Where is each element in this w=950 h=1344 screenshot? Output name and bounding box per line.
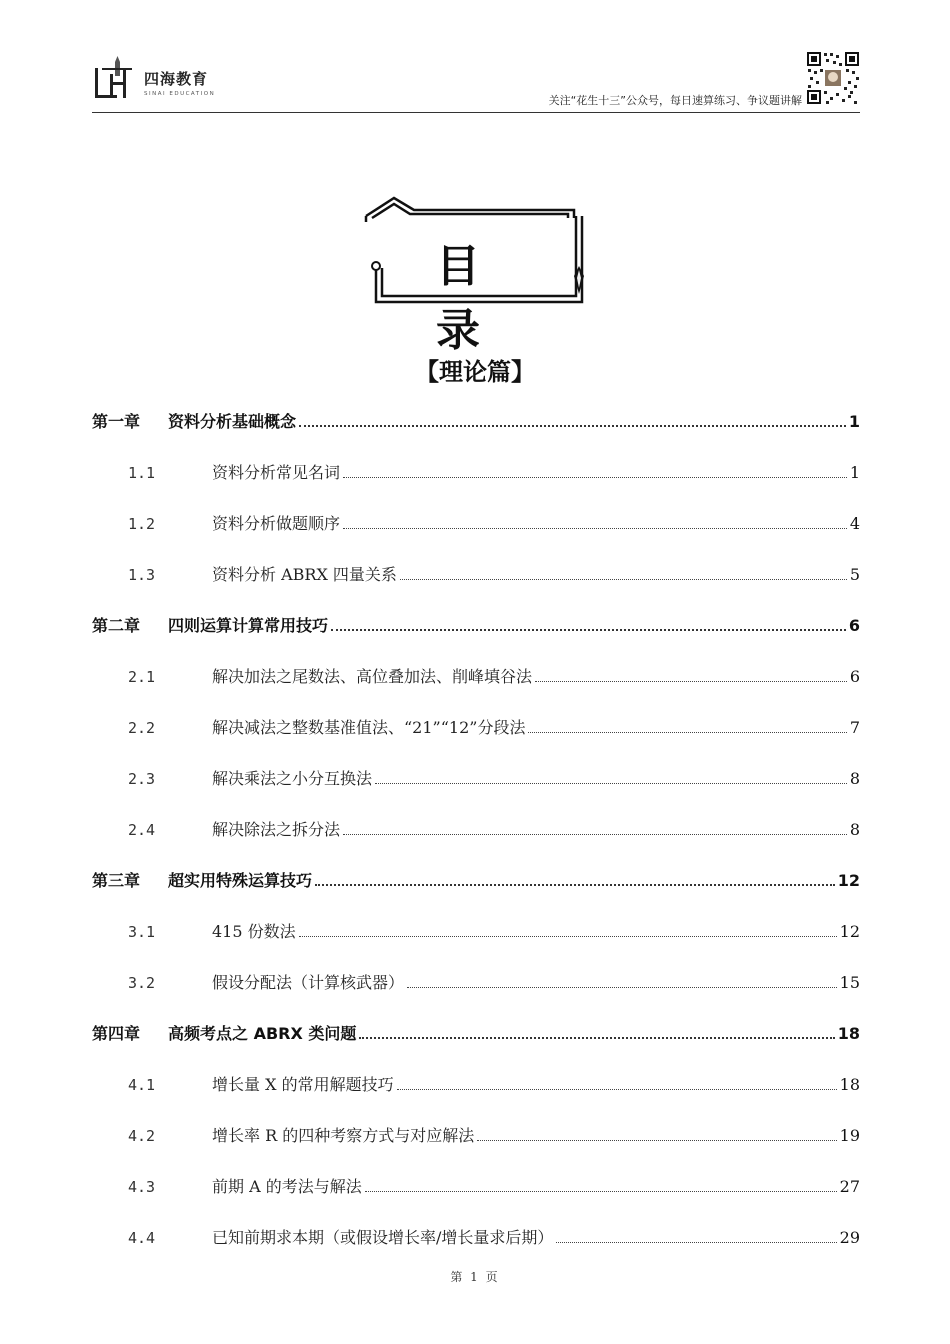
toc-entry-page: 15 bbox=[839, 973, 860, 992]
toc-section-entry[interactable] bbox=[92, 1071, 860, 1095]
toc-entry-number: 4.4 bbox=[128, 1229, 156, 1247]
toc-chapter-entry[interactable] bbox=[92, 408, 860, 432]
toc-entry-number: 2.3 bbox=[128, 770, 156, 788]
toc-entry-page: 7 bbox=[849, 718, 860, 737]
toc-entry-title: 解决乘法之小分互换法 bbox=[212, 769, 373, 788]
toc-entry-number: 1.1 bbox=[128, 464, 156, 482]
page-number: 第 1 页 bbox=[450, 1270, 500, 1284]
toc-entry-title: 资料分析常见名词 bbox=[212, 463, 341, 482]
toc-section-entry[interactable] bbox=[92, 969, 860, 993]
brand-name: 四海教育 bbox=[144, 70, 209, 88]
toc-entry-title: 资料分析做题顺序 bbox=[212, 514, 341, 533]
toc-entry-page: 18 bbox=[837, 1024, 860, 1043]
toc-entry-title: 解决加法之尾数法、高位叠加法、削峰填谷法 bbox=[212, 667, 533, 686]
toc-section-entry[interactable] bbox=[92, 714, 860, 738]
toc-leader bbox=[400, 579, 847, 580]
toc-banner bbox=[358, 192, 588, 356]
toc-entry-title: 高频考点之 ABRX 类问题 bbox=[168, 1024, 357, 1043]
toc-entry-page: 8 bbox=[849, 820, 860, 839]
toc-entry-page: 12 bbox=[839, 922, 860, 941]
toc-entry-page: 6 bbox=[848, 616, 860, 635]
toc-entry-number: 1.2 bbox=[128, 515, 156, 533]
toc-leader bbox=[528, 732, 846, 733]
toc-entry-number: 4.2 bbox=[128, 1127, 156, 1145]
toc-entry-title: 超实用特殊运算技巧 bbox=[168, 871, 313, 890]
toc-entry-number: 第二章 bbox=[92, 616, 141, 635]
toc-entry-title: 四则运算计算常用技巧 bbox=[168, 616, 329, 635]
toc-chapter-entry[interactable] bbox=[92, 867, 860, 891]
toc-chapter-entry[interactable] bbox=[92, 1020, 860, 1044]
toc-entry-page: 29 bbox=[839, 1228, 860, 1247]
toc-entry-page: 19 bbox=[839, 1126, 860, 1145]
toc-entry-number: 4.3 bbox=[128, 1178, 156, 1196]
toc-entry-page: 1 bbox=[848, 412, 860, 431]
toc-entry-number: 4.1 bbox=[128, 1076, 156, 1094]
toc-entry-title: 已知前期求本期（或假设增长率/增长量求后期） bbox=[212, 1228, 554, 1247]
sihai-logo-icon bbox=[92, 56, 136, 100]
toc-entry-page: 12 bbox=[837, 871, 860, 890]
toc-entry-number: 2.4 bbox=[128, 821, 156, 839]
section-title: 【理论篇】 bbox=[415, 358, 535, 386]
toc-entry-number: 3.2 bbox=[128, 974, 156, 992]
toc-entry-page: 5 bbox=[849, 565, 860, 584]
toc-entry-title: 解决减法之整数基准值法、“21”“12”分段法 bbox=[212, 718, 526, 737]
brand-english: SINAI EDUCATION bbox=[144, 91, 216, 97]
toc-entry-number: 2.2 bbox=[128, 719, 156, 737]
toc-leader bbox=[477, 1140, 836, 1141]
toc-leader bbox=[359, 1037, 834, 1039]
toc-leader bbox=[315, 884, 835, 886]
toc-entry-number: 第一章 bbox=[92, 412, 141, 431]
toc-section-entry[interactable] bbox=[92, 459, 860, 483]
page-header bbox=[92, 44, 860, 114]
toc-leader bbox=[299, 425, 846, 427]
brand bbox=[144, 68, 215, 97]
toc-entry-page: 27 bbox=[839, 1177, 860, 1196]
toc-entry-page: 1 bbox=[849, 463, 860, 482]
toc-leader bbox=[535, 681, 847, 682]
toc-entry-title: 增长率 R 的四种考察方式与对应解法 bbox=[212, 1126, 475, 1145]
toc-entry-page: 8 bbox=[849, 769, 860, 788]
toc-entry-title: 增长量 X 的常用解题技巧 bbox=[212, 1075, 394, 1094]
toc-section-entry[interactable] bbox=[92, 1173, 860, 1197]
toc-entry-number: 第四章 bbox=[92, 1024, 141, 1043]
page-title: 目录 bbox=[436, 241, 516, 356]
toc-leader bbox=[343, 834, 847, 835]
toc-leader bbox=[343, 528, 847, 529]
qr-code-icon bbox=[806, 51, 860, 105]
toc-section-entry[interactable] bbox=[92, 663, 860, 687]
toc-chapter-entry[interactable] bbox=[92, 612, 860, 636]
header-divider bbox=[92, 112, 860, 113]
toc-entry-title: 假设分配法（计算核武器） bbox=[212, 973, 405, 992]
toc-leader bbox=[407, 987, 837, 988]
toc-entry-page: 6 bbox=[849, 667, 860, 686]
toc-entry-number: 3.1 bbox=[128, 923, 156, 941]
toc-entry-title: 解决除法之拆分法 bbox=[212, 820, 341, 839]
toc-entry-page: 18 bbox=[839, 1075, 860, 1094]
toc-section-entry[interactable] bbox=[92, 765, 860, 789]
toc-leader bbox=[343, 477, 847, 478]
toc-entry-title: 资料分析 ABRX 四量关系 bbox=[212, 565, 397, 584]
toc-entry-title: 415 份数法 bbox=[212, 922, 296, 941]
toc-entry-number: 1.3 bbox=[128, 566, 156, 584]
toc-leader bbox=[365, 1191, 837, 1192]
toc-leader bbox=[375, 783, 847, 784]
toc-section-entry[interactable] bbox=[92, 1224, 860, 1248]
toc-entry-number: 2.1 bbox=[128, 668, 156, 686]
toc-leader bbox=[299, 936, 837, 937]
toc-leader bbox=[331, 629, 846, 631]
toc-section-entry[interactable] bbox=[92, 1122, 860, 1146]
toc-entry-number: 第三章 bbox=[92, 871, 141, 890]
toc-leader bbox=[556, 1242, 836, 1243]
toc-section-entry[interactable] bbox=[92, 918, 860, 942]
toc-entry-page: 4 bbox=[849, 514, 860, 533]
header-note: 关注“花生十三”公众号，每日速算练习、争议题讲解 bbox=[548, 94, 802, 107]
toc-section-entry[interactable] bbox=[92, 561, 860, 585]
toc-section-entry[interactable] bbox=[92, 816, 860, 840]
toc-entry-title: 资料分析基础概念 bbox=[168, 412, 297, 431]
toc-entry-title: 前期 A 的考法与解法 bbox=[212, 1177, 362, 1196]
toc-leader bbox=[397, 1089, 837, 1090]
toc-section-entry[interactable] bbox=[92, 510, 860, 534]
